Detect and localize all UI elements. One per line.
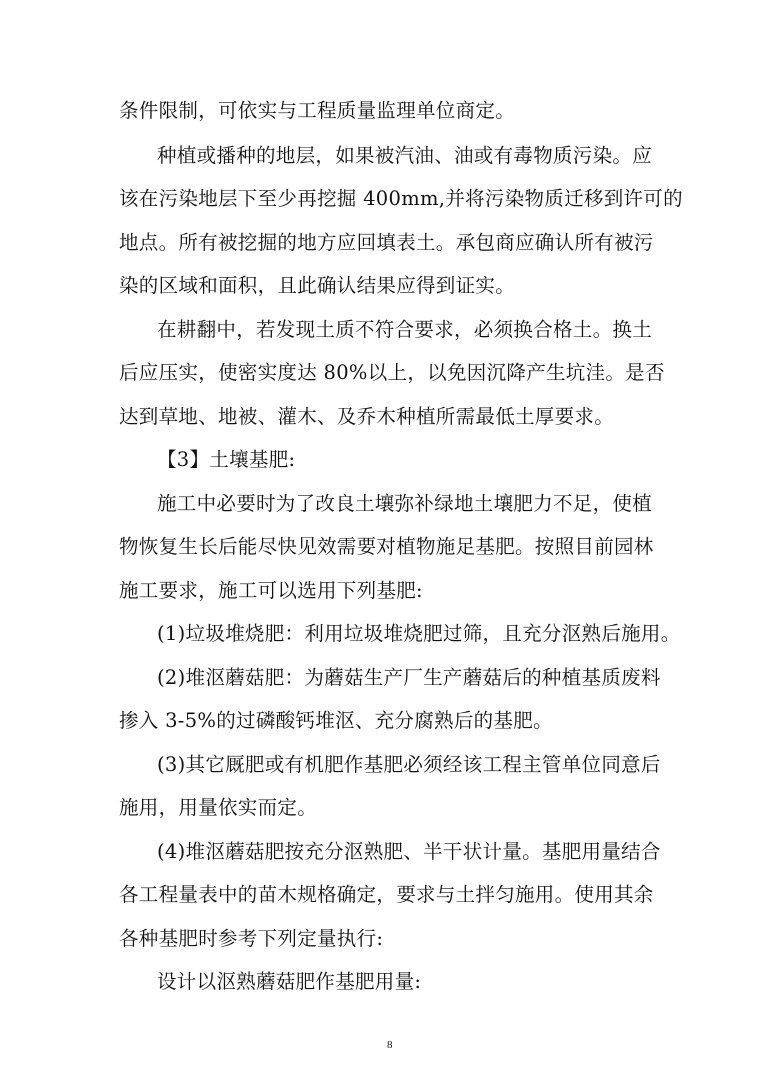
text-line: 物恢复生长后能尽快见效需要对植物施足基肥。按照目前园林 xyxy=(119,535,654,558)
text-line: 后应压实，使密实度达 80%以上，以免因沉降产生坑洼。是否 xyxy=(119,361,665,384)
text-line: 各工程量表中的苗木规格确定，要求与土拌匀施用。使用其余 xyxy=(119,883,654,906)
list-item: (1)垃圾堆烧肥：利用垃圾堆烧肥过筛，且充分沤熟后施用。 xyxy=(157,622,681,645)
list-item: (2)堆沤蘑菇肥：为蘑菇生产厂生产蘑菇后的种植基质废料 xyxy=(157,666,661,689)
list-item: (3)其它厩肥或有机肥作基肥必须经该工程主管单位同意后 xyxy=(157,753,661,776)
text-line: 达到草地、地被、灌木、及乔木种植所需最低土厚要求。 xyxy=(119,405,615,428)
text-line: 地点。所有被挖掘的地方应回填表土。承包商应确认所有被污 xyxy=(119,231,654,254)
text-line: 在耕翻中，若发现土质不符合要求，必须换合格土。换土 xyxy=(157,318,653,341)
text-line: 各种基肥时参考下列定量执行: xyxy=(119,927,384,950)
text-line: 施工要求，施工可以选用下列基肥: xyxy=(119,579,423,602)
text-line: 染的区域和面积，且此确认结果应得到证实。 xyxy=(119,274,516,297)
text-line: 该在污染地层下至少再挖掘 400mm,并将污染物质迁移到许可的 xyxy=(119,187,683,210)
text-line: 施工中必要时为了改良土壤弥补绿地土壤肥力不足，使植 xyxy=(157,492,653,515)
text-line: 设计以沤熟蘑菇肥作基肥用量: xyxy=(157,970,422,993)
text-line: 施用，用量依实而定。 xyxy=(119,796,318,819)
section-heading: 【3】土壤基肥: xyxy=(157,448,296,471)
list-item: (4)堆沤蘑菇肥按充分沤熟肥、半干状计量。基肥用量结合 xyxy=(157,840,661,863)
text-line: 种植或播种的地层，如果被汽油、油或有毒物质污染。应 xyxy=(157,144,653,167)
page-number: 8 xyxy=(387,1039,393,1051)
text-line: 掺入 3-5%的过磷酸钙堆沤、充分腐熟后的基肥。 xyxy=(119,709,553,732)
text-line: 条件限制，可依实与工程质量监理单位商定。 xyxy=(119,99,516,122)
